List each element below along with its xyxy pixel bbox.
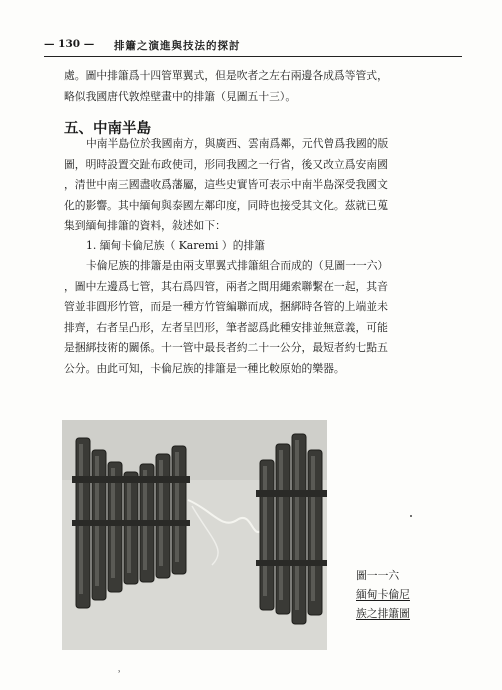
text-line: 化的影響。其中緬甸與泰國左鄰印度，同時也接受其文化。茲就已蒐: [64, 198, 388, 212]
running-title: 排簫之演進與技法的探討: [114, 40, 241, 52]
text-line: 是捆綁技術的關係。十一管中最長者約二十一公分，最短者約七點五: [64, 341, 388, 354]
caption-line: 族之排簫圖: [356, 607, 410, 620]
text-line: 管並非圓形竹管，而是一種方竹管編聯而成，捆綁時各管的上端並未: [64, 300, 388, 313]
text-line: 略似我國唐代敦煌壁畫中的排簫（見圖五十三）。: [64, 89, 297, 103]
section-title: 五、中南半島: [64, 120, 151, 137]
text-line: 排齊，右者呈凸形，左者呈凹形，筆者認爲此種安排並無意義，可能: [64, 320, 388, 334]
text-line: 公分。由此可知，卡倫尼族的排簫是一種比較原始的樂器。: [64, 361, 345, 375]
figure-caption: [356, 566, 410, 623]
panpipe-photo: [62, 420, 327, 650]
footer-mark: ˒: [118, 668, 121, 678]
page-header: [44, 38, 464, 54]
text-line: ，圖中左邊爲七管，其右爲四管，兩者之間用繩索聯繫在一起，其音: [64, 279, 388, 293]
subheading: 1. 緬甸卡倫尼族（ Karemi ）的排簫: [86, 239, 266, 252]
page-number: — 130 —: [44, 38, 95, 50]
text-line: 處。圖中排簫爲十四管單翼式，但是吹者之左右兩邊各成爲等管式，: [64, 69, 388, 82]
text-line: 集到緬甸排簫的資料，敍述如下：: [64, 219, 226, 232]
paragraph-intro: [64, 66, 454, 107]
paragraph-indochina: [64, 134, 454, 237]
text-line: 圖，明時設置交趾布政使司，形同我國之一行省，後又改立爲安南國: [64, 157, 388, 171]
text-line: ，清世中南三國盡收爲藩屬，這些史實皆可表示中南半島深受我國文: [64, 178, 388, 191]
caption-figure-number: 圖一一六: [356, 569, 400, 582]
header-rule: [44, 56, 462, 57]
text-line: 卡倫尼族的排簫是由兩支單翼式排簫組合而成的（見圖一一六）: [86, 259, 389, 272]
scan-speck: [410, 515, 412, 517]
caption-line: 緬甸卡倫尼: [356, 588, 410, 601]
paragraph-kareni: [64, 256, 454, 379]
text-line: 中南半島位於我國南方，與廣西、雲南爲鄰，元代曾爲我國的版: [86, 137, 389, 150]
